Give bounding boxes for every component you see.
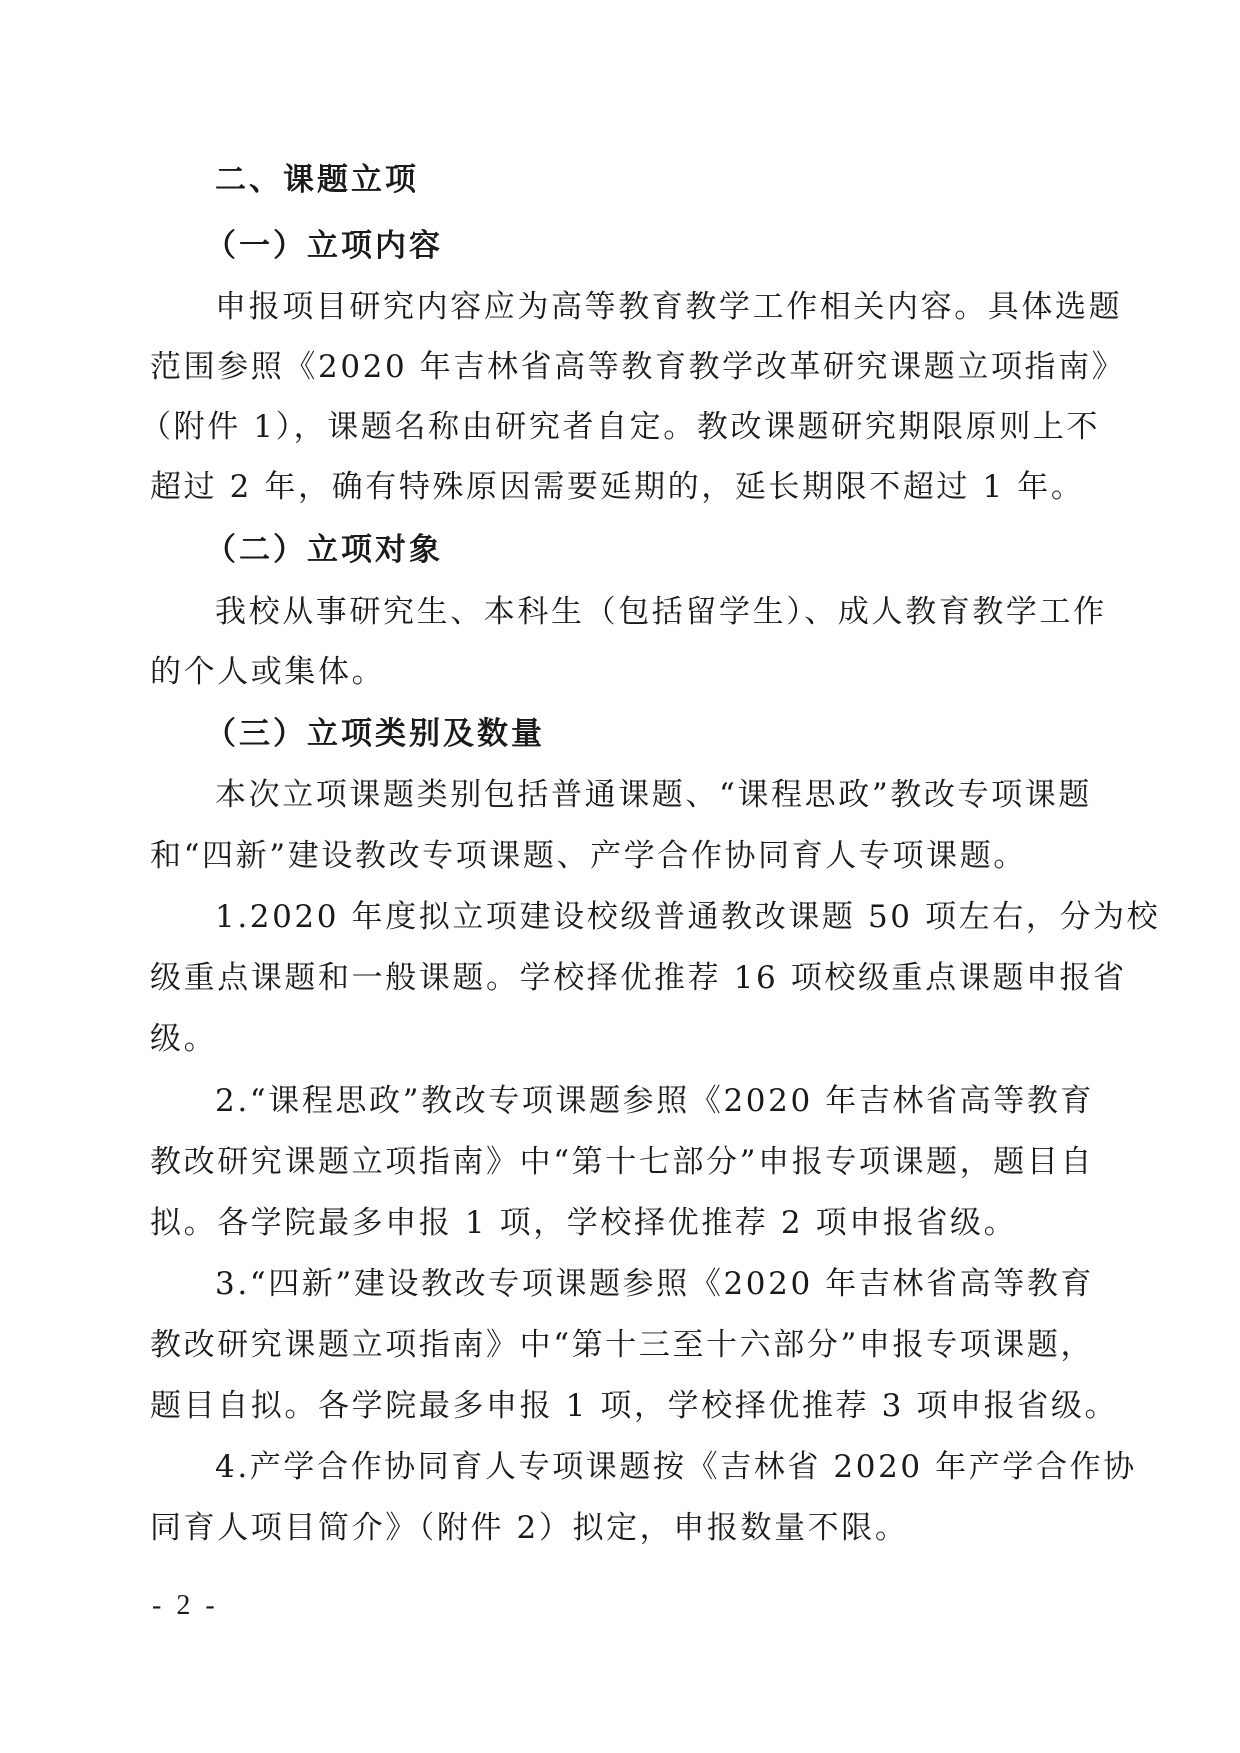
subsection-heading-3: （三）立项类别及数量 [205,716,545,752]
paragraph-line: 级重点课题和一般课题。学校择优推荐 16 项校级重点课题申报省 [150,960,1127,996]
paragraph-line: 3.“四新”建设教改专项课题参照《2020 年吉林省高等教育 [215,1266,1095,1302]
paragraph-line: 同育人项目简介》（附件 2）拟定，申报数量不限。 [150,1510,909,1546]
paragraph-line: 本次立项课题类别包括普通课题、“课程思政”教改专项课题 [215,777,1092,813]
subsection-heading-2: （二）立项对象 [205,532,443,568]
subsection-heading-1: （一）立项内容 [205,228,443,264]
paragraph-line: 申报项目研究内容应为高等教育教学工作相关内容。具体选题 [215,289,1123,325]
paragraph-line: 题目自拟。各学院最多申报 1 项，学校择优推荐 3 项申报省级。 [150,1388,1119,1424]
paragraph-line: 的个人或集体。 [150,654,386,690]
paragraph-line: 我校从事研究生、本科生（包括留学生）、成人教育教学工作 [215,594,1107,630]
paragraph-line: 级。 [150,1021,218,1057]
paragraph-line: 2.“课程思政”教改专项课题参照《2020 年吉林省高等教育 [215,1083,1095,1119]
paragraph-line: 超过 2 年，确有特殊原因需要延期的，延长期限不超过 1 年。 [150,469,1085,505]
paragraph-line: 4.产学合作协同育人专项课题按《吉林省 2020 年产学合作协 [215,1449,1137,1485]
paragraph-line: 拟。各学院最多申报 1 项，学校择优推荐 2 项申报省级。 [150,1205,1018,1241]
paragraph-line: 和“四新”建设教改专项课题、产学合作协同育人专项课题。 [150,838,1027,874]
paragraph-line: （附件 1），课题名称由研究者自定。教改课题研究期限原则上不 [140,409,1101,445]
paragraph-line: 1.2020 年度拟立项建设校级普通教改课题 50 项左右，分为校 [215,899,1161,935]
page-number: - 2 - [152,1590,219,1621]
paragraph-line: 教改研究课题立项指南》中“第十七部分”申报专项课题，题目自 [150,1144,1095,1180]
paragraph-line: 教改研究课题立项指南》中“第十三至十六部分”申报专项课题， [150,1327,1095,1363]
paragraph-line: 范围参照《2020 年吉林省高等教育教学改革研究课题立项指南》 [150,349,1126,385]
section-heading-2: 二、课题立项 [215,162,419,198]
